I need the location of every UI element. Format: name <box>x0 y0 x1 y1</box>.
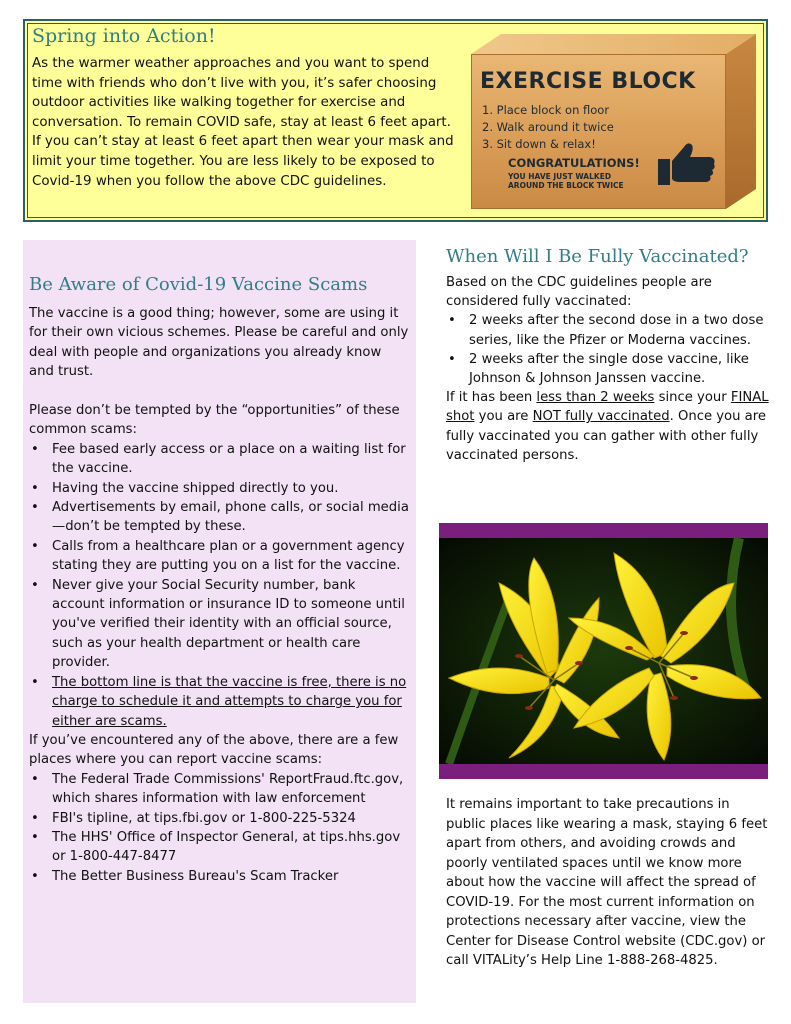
list-item: • Advertisements by email, phone calls, or social media—don’t be tempted by these. <box>29 498 409 537</box>
yellow-lily-photo <box>439 523 768 779</box>
exercise-block-image <box>471 34 756 209</box>
list-item: • Never give your Social Security number, bank account information or insurance ID to someone until you've verified their identity with an official source, such as your health department or health care provider. <box>29 576 409 673</box>
bottom-line-text: The bottom line is that the vaccine is free, there is no charge to schedule it and attempts to charge you for either are scams. <box>52 674 407 729</box>
spring-title: Spring into Action! <box>32 25 216 47</box>
vaccinated-title: When Will I Be Fully Vaccinated? <box>446 246 749 267</box>
final-shot: FINAL shot <box>446 390 769 425</box>
scams-title: Be Aware of Covid-19 Vaccine Scams <box>29 274 368 295</box>
block-step-1: 1. Place block on floor <box>482 103 610 117</box>
vaccinated-intro: Based on the CDC guidelines people are considered fully vaccinated: <box>446 275 712 310</box>
scams-tempted: Please don’t be tempted by the “opportunities” of these common scams: <box>29 403 400 438</box>
list-item: • 2 weeks after the single dose vaccine, like Johnson & Johnson Janssen vaccine. <box>446 350 776 388</box>
block-congrats: CONGRATULATIONS! <box>508 156 640 170</box>
not-fully-vaccinated: NOT fully vaccinated <box>532 409 670 425</box>
block-top-face <box>471 34 756 54</box>
report-list <box>29 770 409 886</box>
spring-body: As the warmer weather approaches and you want to spend time with friends who don’t live with you, it’s safer choosing outdoor activities like walking together for exercise and conversation. To remain COVID safe, stay at least 6 feet apart. If you can’t stay at least 6 feet apart then wear your mask and limit your time together. You are less likely to be exposed to Covid-19 when you follow the above CDC guidelines. <box>32 56 454 189</box>
list-item: • Calls from a healthcare plan or a government agency stating they are putting you on a list for the vaccine. <box>29 537 409 576</box>
block-side-face <box>726 34 756 209</box>
precautions-text: It remains important to take precautions in public places like wearing a mask, staying 6 feet apart from others, and avoiding crowds and poorly ventilated spaces until we know more about how the vaccine will affect the spread of COVID-19. For the most current information on protections necessary after vaccine, view the Center for Disease Control website (CDC.gov) or call VITALity’s Help Line 1-888-268-4825. <box>446 797 768 968</box>
list-item: • FBI's tipline, at tips.fbi.gov or 1-800-225-5324 <box>29 809 409 828</box>
spring-into-action-box <box>23 19 768 222</box>
vaccinated-note: If it has been less than 2 weeks since your FINAL shot you are NOT fully vaccinated. Once you are fully vaccinated you can gather with other fully vaccinated persons. <box>446 390 769 463</box>
scams-intro: The vaccine is a good thing; however, some are using it for their own vicious schemes. Please be careful and only deal with people and organizations you already know and trust. <box>29 306 409 380</box>
list-item-bottom-line <box>29 673 409 731</box>
list-item: • Having the vaccine shipped directly to you. <box>29 479 409 498</box>
list-item: • The Better Business Bureau's Scam Tracker <box>29 867 409 886</box>
list-item: • The HHS' Office of Inspector General, at tips.hhs.gov or 1-800-447-8477 <box>29 828 409 867</box>
block-sub-2: AROUND THE BLOCK TWICE <box>508 181 624 190</box>
report-intro: If you’ve encountered any of the above, there are a few places where you can report vaccine scams: <box>29 732 399 768</box>
less-than-two-weeks: less than 2 weeks <box>536 390 655 406</box>
block-title: EXERCISE BLOCK <box>480 69 696 94</box>
thumbs-up-icon <box>650 139 720 187</box>
block-step-3: 3. Sit down & relax! <box>482 137 596 151</box>
scams-list <box>29 440 409 731</box>
list-item: • The Federal Trade Commissions' ReportFraud.ftc.gov, which shares information with law enforcement <box>29 770 409 809</box>
vaccinated-list <box>446 311 776 388</box>
vaccinated-body <box>446 273 776 465</box>
block-step-2: 2. Walk around it twice <box>482 120 614 134</box>
list-item: • Fee based early access or a place on a waiting list for the vaccine. <box>29 440 409 479</box>
block-sub-1: YOU HAVE JUST WALKED <box>508 172 612 181</box>
vaccine-scams-panel <box>23 240 416 1003</box>
lily-flower-image <box>439 538 768 764</box>
scams-body <box>29 304 409 886</box>
block-front-face <box>471 54 726 209</box>
list-item: • 2 weeks after the second dose in a two dose series, like the Pfizer or Moderna vaccines. <box>446 311 776 349</box>
